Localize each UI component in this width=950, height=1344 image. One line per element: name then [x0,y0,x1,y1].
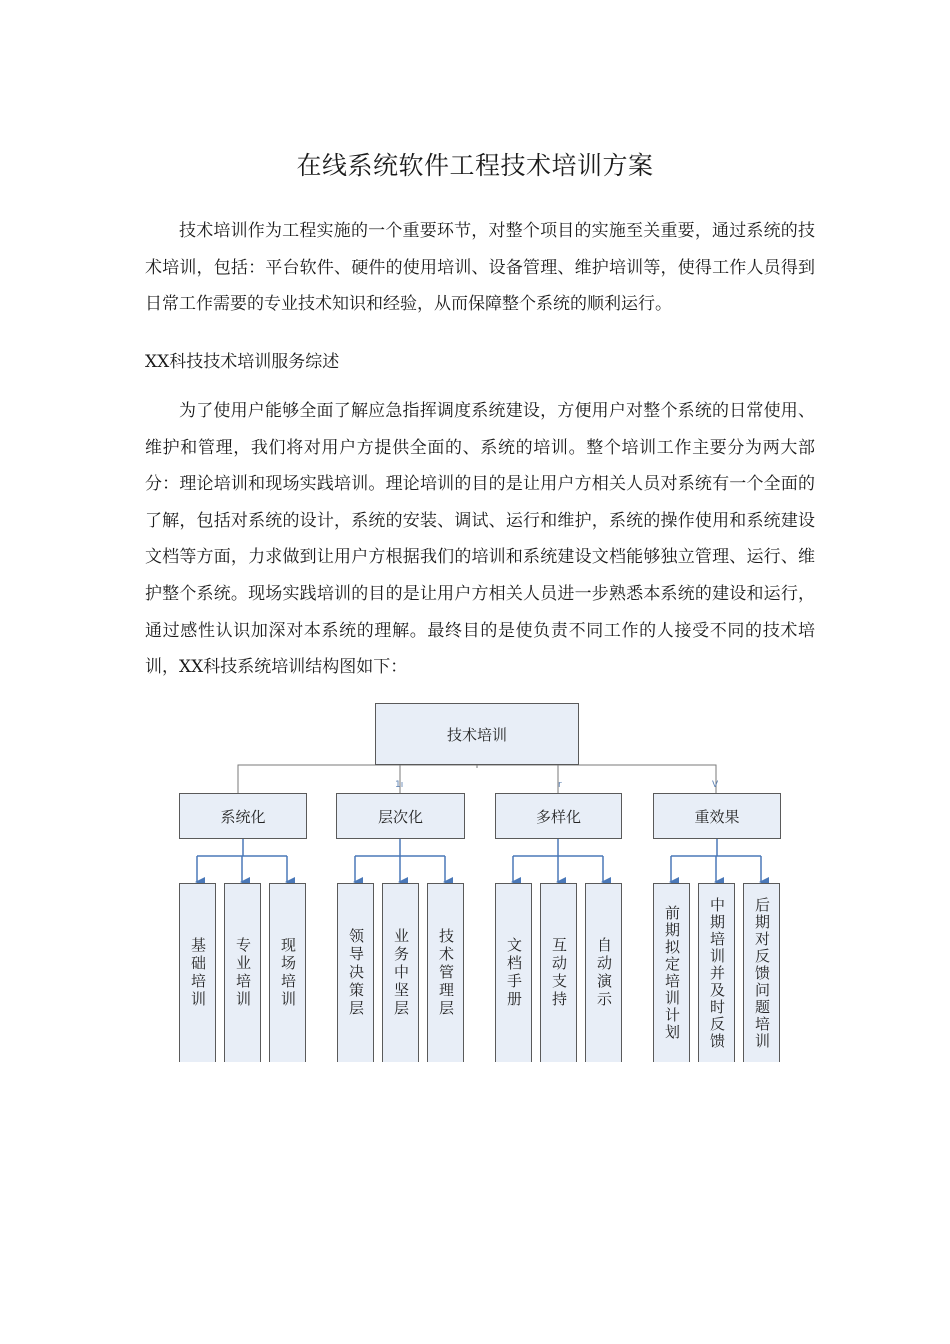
leaf-node [427,883,464,1062]
category-label: 重效果 [694,807,740,826]
leaf-label: 基础培训 [189,937,207,1009]
leaf-node [224,883,261,1062]
category-node-hierarchical [336,793,465,839]
tick-mark: 1ı [395,780,404,790]
leaf-node [337,883,374,1062]
category-label: 多样化 [535,807,581,826]
tick-mark: V [712,780,719,790]
leaf-label: 现场培训 [279,937,297,1009]
category-node-effectiveness [653,793,781,839]
leaf-label: 专业培训 [234,937,252,1009]
arrow-group [197,839,761,882]
leaf-node [540,883,577,1062]
leaf-label: 互动支持 [550,937,568,1009]
leaf-node [382,883,419,1062]
leaf-label: 业务中坚层 [392,928,410,1018]
leaf-node [743,883,780,1062]
intro-paragraph: 技术培训作为工程实施的一个重要环节，对整个项目的实施至关重要，通过系统的技术培训，包括：平台软件、硬件的使用培训、设备管理、维护培训等，使得工作人员得到日常工作需要的专业技术知识和经验，从而保障整个系统的顺利运行。 [145,221,815,315]
section-heading: XX科技技术培训服务综述 [145,352,340,372]
leaf-label: 文档手册 [505,937,523,1009]
leaf-label: 自动演示 [595,937,613,1009]
leaf-label: 领导决策层 [347,928,365,1018]
leaf-node [698,883,735,1062]
leaf-node [179,883,216,1062]
leaf-node [495,883,532,1062]
root-node [375,703,579,765]
category-node-systematic [179,793,307,839]
category-label: 层次化 [377,807,423,826]
leaf-label: 技术管理层 [437,928,455,1018]
root-node-label: 技术培训 [446,725,507,744]
leaf-node [269,883,306,1062]
category-node-diversified [495,793,622,839]
leaf-label: 后期对反馈问题培训 [753,896,771,1050]
leaf-node [653,883,690,1062]
leaf-label: 前期拟定培训计划 [663,905,681,1041]
page-title: 在线系统软件工程技术培训方案 [296,151,654,180]
leaf-label: 中期培训并及时反馈 [708,896,726,1050]
overview-paragraph: 为了使用户能够全面了解应急指挥调度系统建设，方便用户对整个系统的日常使用、维护和管理，我们将对用户方提供全面的、系统的培训。整个培训工作主要分为两大部分：理论培训和现场实践培训。理论培训的目的是让用户方相关人员对系统有一个全面的了解，包括对系统的设计，系统的安装、调试、运行和维护，系统的操作使用和系统建设文档等方面，力求做到让用户方根据我们的培训和系统建设文档能够独立管理、运行、维护整个系统。现场实践培训的目的是让用户方相关人员进一步熟悉本系统的建设和运行，通过感性认识加深对本系统的理解。最终目的是使负责不同工作的人接受不同的技术培训，XX科技系统培训结构图如下： [145,401,815,678]
category-label: 系统化 [220,807,266,826]
tick-mark: r [558,780,562,790]
leaf-node [585,883,622,1062]
